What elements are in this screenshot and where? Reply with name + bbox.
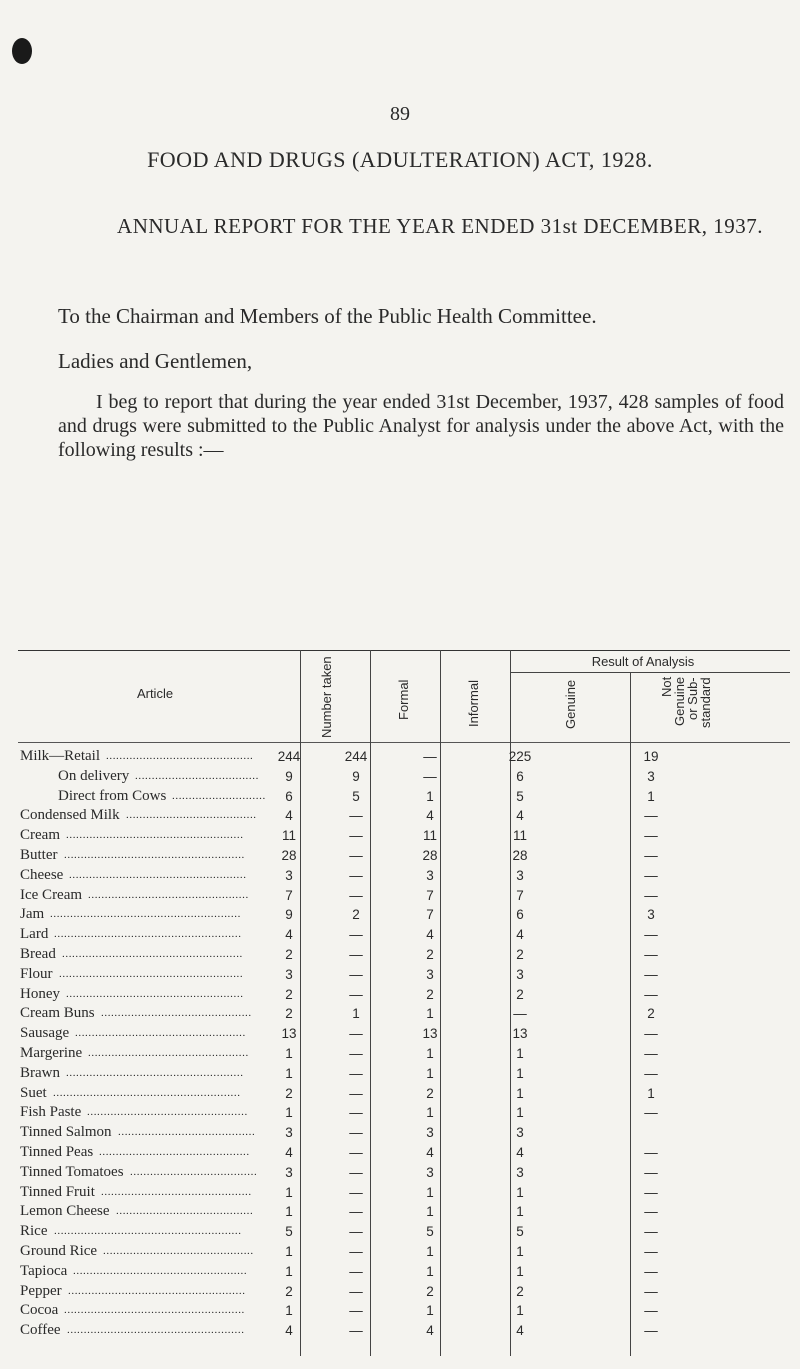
cell-informal: 1 — [426, 1263, 434, 1279]
cell-not-genuine: 1 — [647, 788, 655, 804]
header-not-genuine: Not Genuine or Sub-standard — [659, 677, 713, 728]
cell-formal: — — [349, 848, 363, 863]
header-formal: Formal — [396, 680, 411, 721]
table-row — [0, 806, 800, 825]
leader-dots: ..................................................... — [67, 1324, 245, 1337]
article-name: Tinned Peas — [20, 1144, 94, 1160]
report-title: ANNUAL REPORT FOR THE YEAR ENDED 31st DECEMBER, 1937. — [117, 214, 763, 238]
cell-informal: 3 — [426, 1164, 434, 1180]
cell-not-genuine: — — [644, 1263, 658, 1279]
cell-formal: — — [349, 1303, 363, 1319]
cell-informal: 4 — [426, 1145, 434, 1160]
table-row — [0, 846, 800, 865]
leader-dots: ..................................................... — [68, 1284, 246, 1297]
header-article: Article — [136, 686, 174, 701]
cell-not-genuine: 19 — [643, 749, 659, 764]
cell-genuine: 3 — [516, 1125, 524, 1141]
cell-formal: — — [349, 966, 363, 982]
article-name: Milk—Retail — [20, 748, 100, 764]
cell-formal: — — [349, 1145, 363, 1160]
cell-number: 1 — [285, 1105, 293, 1121]
cell-genuine: 4 — [516, 808, 524, 824]
cell-formal: — — [349, 947, 363, 962]
cell-not-genuine: — — [644, 1244, 658, 1259]
cell-informal: 3 — [426, 867, 434, 883]
cell-informal: 7 — [426, 907, 434, 923]
cell-genuine: 13 — [512, 1026, 528, 1042]
header-informal: Informal — [466, 680, 481, 727]
table-row — [0, 945, 800, 964]
cell-genuine: 2 — [516, 1283, 524, 1299]
cell-formal: — — [349, 986, 363, 1002]
cell-genuine: 4 — [516, 1323, 524, 1339]
cell-informal: 1 — [426, 788, 434, 804]
cell-formal: — — [349, 1224, 363, 1240]
cell-not-genuine: 3 — [647, 768, 655, 784]
cell-number: 4 — [285, 808, 293, 824]
cell-formal: — — [349, 828, 363, 844]
cell-not-genuine: — — [644, 1323, 658, 1339]
article-name: Fish Paste — [20, 1104, 82, 1121]
cell-genuine: 225 — [508, 749, 532, 764]
cell-not-genuine: — — [644, 887, 658, 903]
article-name: Coffee — [20, 1322, 61, 1339]
cell-number: 244 — [277, 749, 301, 764]
article-name: Jam — [20, 906, 45, 923]
cell-informal: 1 — [426, 1046, 434, 1061]
article-name: On delivery — [58, 767, 130, 784]
cell-genuine: — — [513, 1006, 527, 1022]
greeting: Ladies and Gentlemen, — [58, 349, 253, 373]
cell-not-genuine: — — [644, 927, 658, 943]
header-result-of-analysis: Result of Analysis — [591, 654, 695, 669]
article-name: Pepper — [20, 1282, 62, 1299]
cell-genuine: 28 — [512, 848, 528, 863]
cell-genuine: 6 — [516, 907, 524, 923]
cell-number: 3 — [285, 1125, 293, 1141]
cell-number: 4 — [285, 1145, 293, 1160]
cell-informal: 1 — [426, 1006, 434, 1022]
table-row — [0, 1123, 800, 1142]
table-row — [0, 985, 800, 1004]
result-group-rule — [510, 672, 790, 673]
cell-genuine: 1 — [516, 1065, 524, 1081]
cell-informal: 3 — [426, 1125, 434, 1141]
leader-dots: ...................................................... — [62, 948, 243, 960]
article-name: Flour — [20, 965, 53, 982]
leader-dots: ....................................... — [126, 809, 257, 822]
table-row — [0, 1103, 800, 1122]
cell-formal: — — [349, 808, 363, 824]
article-name: Lemon Cheese — [20, 1203, 110, 1220]
article-name: Rice — [20, 1223, 48, 1240]
cell-informal: 2 — [426, 947, 434, 962]
cell-informal: 1 — [426, 1184, 434, 1200]
leader-dots: ................................................ — [87, 1106, 248, 1119]
act-title: FOOD AND DRUGS (ADULTERATION) ACT, 1928. — [147, 147, 653, 172]
leader-dots: ..................................... — [135, 769, 259, 782]
cell-formal: — — [349, 1323, 363, 1339]
cell-formal: — — [349, 1283, 363, 1299]
cell-not-genuine: — — [644, 1224, 658, 1240]
cell-not-genuine: — — [644, 947, 658, 962]
table-row — [0, 826, 800, 845]
cell-number: 1 — [285, 1065, 293, 1081]
cell-informal: — — [423, 768, 437, 784]
cell-informal: 1 — [426, 1244, 434, 1259]
cell-not-genuine: — — [644, 986, 658, 1002]
leader-dots: ............................ — [172, 789, 266, 802]
cell-number: 11 — [281, 828, 296, 844]
leader-dots: ..................................................... — [66, 829, 244, 842]
table-row — [0, 1262, 800, 1281]
cell-formal: 1 — [352, 1006, 360, 1022]
cell-number: 1 — [285, 1184, 293, 1200]
cell-informal: — — [423, 749, 437, 764]
cell-not-genuine: — — [644, 966, 658, 982]
table-row — [0, 1282, 800, 1301]
cell-formal: — — [349, 1263, 363, 1279]
cell-formal: — — [349, 1244, 363, 1259]
cell-not-genuine: — — [644, 1303, 658, 1319]
article-name: Condensed Milk — [20, 807, 120, 824]
cell-formal: 5 — [352, 788, 360, 804]
cell-genuine: 3 — [516, 867, 524, 883]
cell-number: 2 — [285, 1006, 293, 1022]
leader-dots: ............................................. — [101, 1185, 252, 1198]
table-row — [0, 905, 800, 924]
cell-informal: 2 — [426, 1283, 434, 1299]
table-row — [0, 1242, 800, 1261]
leader-dots: ......................................................... — [50, 908, 241, 921]
table-row — [0, 1183, 800, 1202]
cell-informal: 1 — [426, 1204, 434, 1220]
table-row — [0, 925, 800, 944]
cell-not-genuine: — — [644, 1145, 658, 1160]
article-name: Butter — [20, 847, 58, 863]
table-top-rule — [18, 650, 790, 651]
cell-formal: — — [349, 887, 363, 903]
cell-number: 2 — [285, 947, 293, 962]
cell-not-genuine: — — [644, 1046, 658, 1061]
cell-number: 9 — [285, 907, 293, 923]
cell-informal: 11 — [422, 828, 437, 844]
cell-not-genuine: — — [644, 1164, 658, 1180]
table-row — [0, 1163, 800, 1182]
article-name: Lard — [20, 926, 49, 943]
table-row — [0, 1202, 800, 1221]
cell-informal: 5 — [426, 1224, 434, 1240]
cell-genuine: 1 — [516, 1204, 524, 1220]
page-number: 89 — [390, 103, 410, 125]
leader-dots: ................................................ — [88, 888, 249, 901]
table-row — [0, 965, 800, 984]
cell-number: 2 — [285, 986, 293, 1002]
cell-genuine: 5 — [516, 788, 524, 804]
cell-number: 1 — [285, 1046, 293, 1061]
cell-informal: 2 — [426, 986, 434, 1002]
cell-formal: — — [349, 1184, 363, 1200]
cell-not-genuine: 1 — [647, 1085, 655, 1101]
cell-not-genuine: — — [644, 1065, 658, 1081]
header-number-taken: Number taken — [319, 656, 334, 738]
cell-formal: — — [349, 1164, 363, 1180]
cell-number: 3 — [285, 867, 293, 883]
cell-genuine: 7 — [516, 887, 524, 903]
cell-informal: 1 — [426, 1105, 434, 1121]
cell-informal: 4 — [426, 808, 434, 824]
cell-not-genuine: — — [644, 1283, 658, 1299]
article-name: Cheese — [20, 866, 64, 883]
table-row — [0, 1143, 800, 1162]
cell-informal: 4 — [426, 927, 434, 943]
cell-informal: 7 — [426, 887, 434, 903]
article-name: Margerine — [20, 1045, 83, 1061]
leader-dots: ....................................................... — [59, 967, 244, 980]
table-row — [0, 767, 800, 786]
cell-number: 1 — [285, 1263, 293, 1279]
cell-number: 6 — [285, 788, 293, 804]
leader-dots: ............................................ — [106, 750, 254, 762]
article-name: Direct from Cows — [58, 787, 167, 804]
cell-not-genuine: — — [644, 808, 658, 824]
cell-formal: 244 — [344, 749, 368, 764]
table-row — [0, 1301, 800, 1320]
cell-not-genuine: 3 — [647, 907, 655, 923]
cell-number: 1 — [285, 1303, 293, 1319]
cell-number: 1 — [285, 1204, 293, 1220]
leader-dots: ...................................................... — [64, 1304, 245, 1317]
cell-genuine: 1 — [516, 1244, 524, 1259]
article-name: Tinned Salmon — [20, 1124, 112, 1141]
article-name: Ground Rice — [20, 1243, 98, 1259]
cell-number: 3 — [285, 1164, 293, 1180]
cell-number: 4 — [285, 1323, 293, 1339]
table-row — [0, 1044, 800, 1063]
cell-not-genuine: — — [644, 1105, 658, 1121]
leader-dots: ......................................... — [116, 1205, 254, 1218]
cell-genuine: 1 — [516, 1303, 524, 1319]
cell-not-genuine: — — [644, 1204, 658, 1220]
table-row — [0, 1084, 800, 1103]
leader-dots: ................................................ — [88, 1047, 249, 1059]
cell-formal: — — [349, 867, 363, 883]
leader-dots: ............................................. — [103, 1245, 254, 1257]
cell-genuine: 4 — [516, 927, 524, 943]
article-name: Tinned Tomatoes — [20, 1163, 124, 1180]
cell-number: 5 — [285, 1224, 293, 1240]
leader-dots: ........................................................ — [53, 1086, 241, 1099]
leader-dots: .................................................... — [73, 1264, 248, 1277]
table-row — [0, 886, 800, 905]
cell-number: 2 — [285, 1085, 293, 1101]
cell-not-genuine: — — [644, 1026, 658, 1042]
article-name: Suet — [20, 1084, 47, 1101]
cell-not-genuine: 2 — [647, 1006, 655, 1022]
cell-informal: 28 — [422, 848, 438, 863]
cell-number: 7 — [285, 887, 293, 903]
cell-formal: — — [349, 1065, 363, 1081]
table-row — [0, 1321, 800, 1340]
leader-dots: ................................................... — [75, 1027, 246, 1040]
cell-genuine: 2 — [516, 947, 524, 962]
table-row — [0, 1222, 800, 1241]
header-genuine: Genuine — [563, 680, 578, 730]
cell-genuine: 1 — [516, 1046, 524, 1061]
cell-genuine: 1 — [516, 1184, 524, 1200]
leader-dots: ............................................. — [101, 1007, 252, 1020]
leader-dots: ........................................................ — [54, 928, 242, 941]
cell-genuine: 3 — [516, 966, 524, 982]
cell-genuine: 1 — [516, 1085, 524, 1101]
intro-paragraph: I beg to report that during the year ended 31st December, 1937, 428 samples of food and drugs were submitted to the Public Analyst for analysis under the above Act, with the following results :— — [58, 391, 784, 461]
cell-genuine: 3 — [516, 1164, 524, 1180]
table-row — [0, 1024, 800, 1043]
cell-formal: — — [349, 1125, 363, 1141]
cell-formal: — — [349, 1085, 363, 1101]
cell-number: 1 — [285, 1244, 293, 1259]
table-header-rule — [18, 742, 790, 743]
cell-number: 28 — [281, 848, 297, 863]
leader-dots: ........................................................ — [54, 1225, 242, 1238]
leader-dots: ..................................................... — [69, 868, 247, 881]
cell-genuine: 2 — [516, 986, 524, 1002]
article-name: Honey — [20, 985, 60, 1002]
article-name: Tapioca — [20, 1262, 68, 1279]
table-row — [0, 1064, 800, 1083]
leader-dots: ............................................. — [99, 1146, 250, 1158]
cell-genuine: 11 — [512, 828, 527, 844]
cell-formal: — — [349, 1026, 363, 1042]
cell-formal: 9 — [352, 768, 360, 784]
cell-genuine: 6 — [516, 768, 524, 784]
cell-informal: 13 — [422, 1026, 438, 1042]
cell-informal: 1 — [426, 1065, 434, 1081]
cell-formal: 2 — [352, 907, 360, 923]
table-row — [0, 787, 800, 806]
article-name: Cream Buns — [20, 1005, 95, 1022]
leader-dots: ...................................................... — [64, 849, 245, 861]
cell-number: 3 — [285, 966, 293, 982]
cell-informal: 3 — [426, 966, 434, 982]
article-name: Brawn — [20, 1064, 60, 1081]
cell-not-genuine: — — [644, 828, 658, 844]
article-name: Bread — [20, 946, 56, 962]
article-name: Cocoa — [20, 1302, 59, 1319]
cell-number: 9 — [285, 768, 293, 784]
cell-genuine: 4 — [516, 1145, 524, 1160]
cell-formal: — — [349, 927, 363, 943]
cell-formal: — — [349, 1046, 363, 1061]
leader-dots: ......................................... — [118, 1126, 256, 1139]
article-name: Ice Cream — [20, 886, 83, 903]
leader-dots: ..................................................... — [66, 987, 244, 1000]
table-row — [0, 1004, 800, 1023]
cell-genuine: 1 — [516, 1263, 524, 1279]
cell-number: 4 — [285, 927, 293, 943]
table-row — [0, 747, 800, 766]
cell-formal: — — [349, 1204, 363, 1220]
leader-dots: ...................................... — [130, 1165, 258, 1178]
cell-number: 13 — [281, 1026, 297, 1042]
cell-not-genuine: — — [644, 867, 658, 883]
article-name: Cream — [20, 827, 60, 844]
cell-genuine: 5 — [516, 1224, 524, 1240]
article-name: Tinned Fruit — [20, 1183, 95, 1200]
table-row — [0, 866, 800, 885]
cell-not-genuine: — — [644, 848, 658, 863]
cell-genuine: 1 — [516, 1105, 524, 1121]
cell-informal: 4 — [426, 1323, 434, 1339]
cell-not-genuine: — — [644, 1184, 658, 1200]
salutation: To the Chairman and Members of the Public Health Committee. — [58, 304, 597, 328]
leader-dots: ..................................................... — [66, 1066, 244, 1079]
cell-formal: — — [349, 1105, 363, 1121]
cell-informal: 2 — [426, 1085, 434, 1101]
article-name: Sausage — [20, 1025, 70, 1042]
cell-informal: 1 — [426, 1303, 434, 1319]
cell-number: 2 — [285, 1283, 293, 1299]
